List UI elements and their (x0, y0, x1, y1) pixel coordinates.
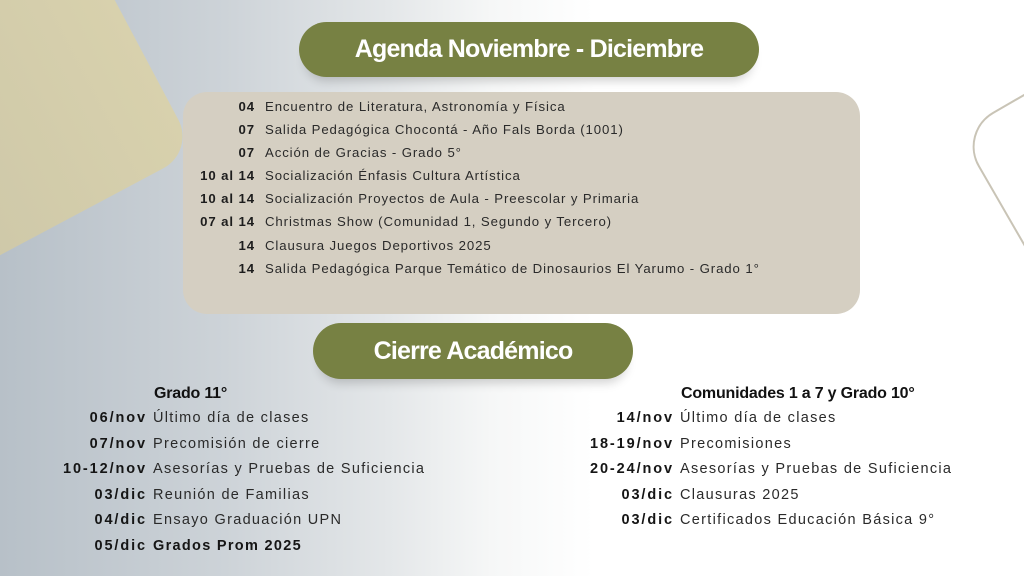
comunidades-item (0, 512, 952, 538)
comunidades-item-text: Precomisiones (680, 435, 792, 452)
comunidades-item (0, 461, 952, 487)
comunidades-item-text: Certificados Educación Básica 9° (680, 512, 936, 529)
agenda-item-date: 07 al 14 (200, 214, 255, 230)
agenda-title-banner (299, 22, 759, 77)
agenda-item (183, 238, 860, 261)
grado11-item-date: 07/nov (89, 435, 147, 452)
comunidades-item-date: 20-24/nov (590, 461, 674, 478)
comunidades-list (0, 410, 952, 538)
agenda-item-text: Acción de Gracias - Grado 5° (265, 145, 462, 161)
grado11-item-text: Asesorías y Pruebas de Suficiencia (153, 461, 426, 478)
comunidades-item-text: Clausuras 2025 (680, 486, 800, 503)
decorative-outline-shape (958, 2, 1024, 409)
agenda-item (183, 261, 860, 284)
comunidades-item (0, 436, 952, 462)
grado11-item (0, 538, 425, 564)
agenda-item (183, 168, 860, 191)
comunidades-item-date: 03/dic (621, 486, 674, 503)
agenda-item (183, 214, 860, 237)
agenda-item-date: 10 al 14 (200, 191, 255, 207)
grado11-item-text: Reunión de Familias (153, 486, 310, 503)
grado11-item-date: 04/dic (94, 512, 147, 529)
comunidades-title: Comunidades 1 a 7 y Grado 10° (681, 385, 915, 402)
agenda-item-text: Socialización Proyectos de Aula - Preescolar y Primaria (265, 191, 640, 207)
agenda-item (183, 122, 860, 145)
grado11-item-text: Último día de clases (153, 410, 310, 426)
agenda-item-date: 07 (238, 122, 255, 138)
agenda-item-date: 14 (238, 260, 255, 276)
grado11-item-date: 05/dic (94, 537, 147, 554)
agenda-list (183, 92, 860, 314)
comunidades-item (0, 487, 952, 513)
agenda-item-text: Clausura Juegos Deportivos 2025 (265, 237, 492, 253)
grado11-item-date: 10-12/nov (63, 461, 147, 478)
agenda-item-text: Christmas Show (Comunidad 1, Segundo y Tercero) (265, 214, 612, 230)
agenda-item-date: 10 al 14 (200, 168, 255, 184)
agenda-item-text: Salida Pedagógica Parque Temático de Dinosaurios El Yarumo - Grado 1° (265, 260, 760, 276)
comunidades-item-date: 18-19/nov (590, 435, 674, 452)
agenda-item-date: 04 (238, 99, 255, 114)
comunidades-item (0, 410, 952, 436)
comunidades-item-text: Asesorías y Pruebas de Suficiencia (680, 461, 953, 478)
cierre-title-banner (313, 323, 633, 379)
comunidades-item-date: 03/dic (621, 512, 674, 529)
cierre-title: Cierre Académico (373, 337, 573, 365)
decorative-yellow-shape (0, 0, 195, 273)
agenda-item (183, 191, 860, 214)
agenda-item (183, 99, 860, 122)
grado11-item-text: Precomisión de cierre (153, 435, 321, 452)
agenda-title: Agenda Noviembre - Diciembre (354, 35, 704, 63)
agenda-item-date: 07 (238, 145, 255, 161)
grado11-item-date: 06/nov (89, 410, 147, 426)
agenda-item-date: 14 (238, 237, 255, 253)
comunidades-item-text: Último día de clases (680, 410, 837, 426)
grado11-item-text: Grados Prom 2025 (153, 537, 302, 554)
comunidades-item-date: 14/nov (616, 410, 674, 426)
agenda-item (183, 145, 860, 168)
agenda-item-text: Encuentro de Literatura, Astronomía y Física (265, 99, 566, 114)
grado11-item-text: Ensayo Graduación UPN (153, 512, 343, 529)
agenda-item-text: Socialización Énfasis Cultura Artística (265, 168, 521, 184)
agenda-item-text: Salida Pedagógica Chocontá - Año Fals Borda (1001) (265, 122, 624, 138)
grado11-item-date: 03/dic (94, 486, 147, 503)
grado11-title: Grado 11° (154, 385, 228, 402)
